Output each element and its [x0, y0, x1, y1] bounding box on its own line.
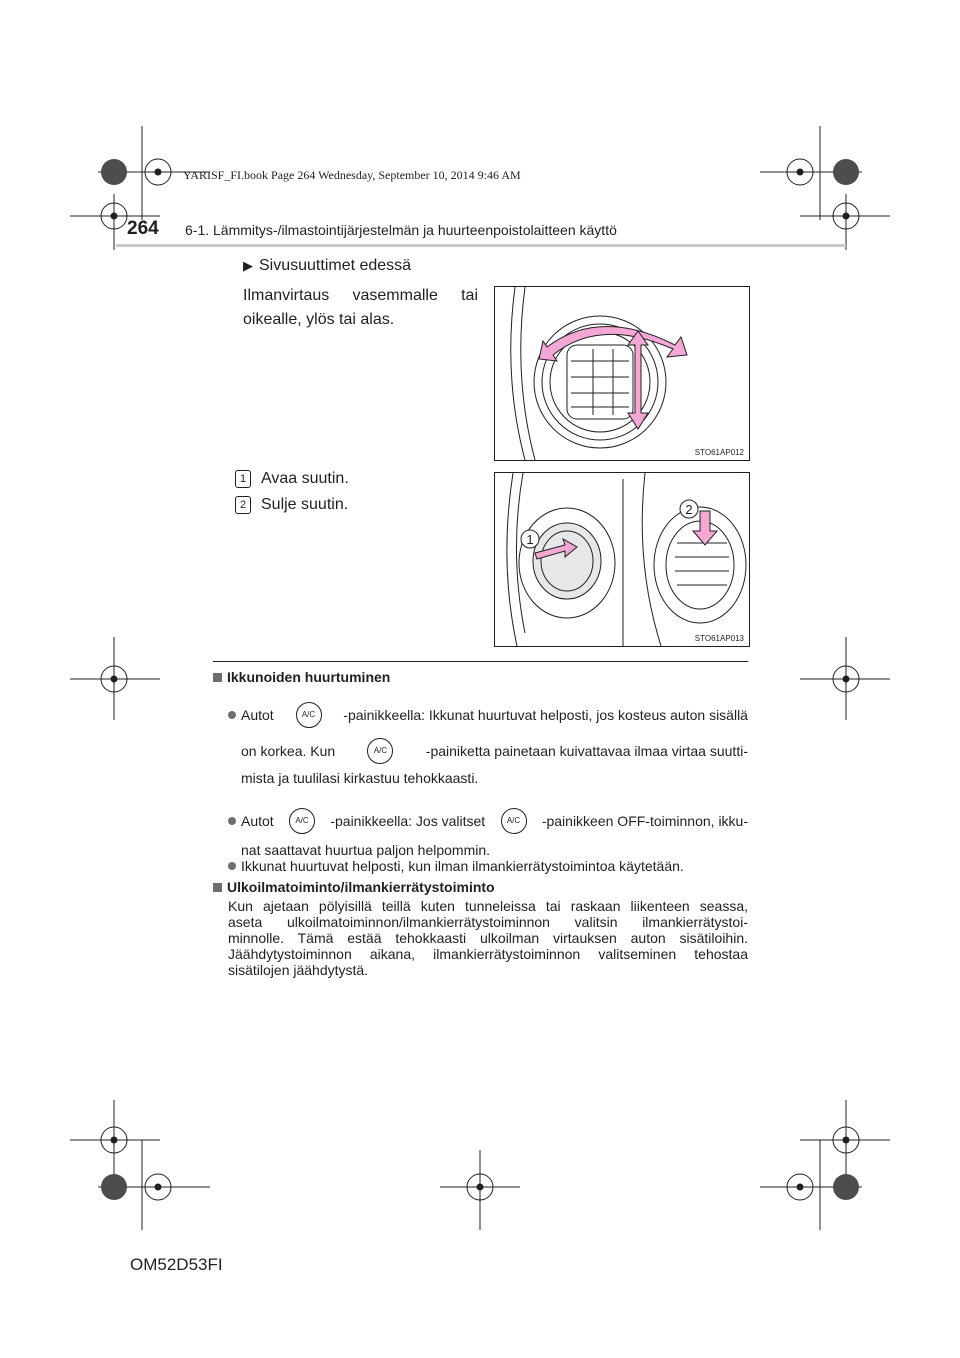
recirc-heading: [213, 879, 495, 895]
round-bullet-icon: [228, 862, 236, 870]
bullet1-text-c: on korkea. Kun: [241, 743, 336, 759]
bullet2-text-d: nat saattavat huurtua paljon helpommin.: [241, 842, 491, 858]
ac-button-icon: A/C: [501, 808, 527, 834]
footer-code: OM52D53FI: [130, 1255, 223, 1274]
fogging-heading: [213, 669, 390, 685]
section-title: 6-1. Lämmitys-/ilmastointijärjestelmän ja huurteenpoistolaitteen käyttö: [185, 222, 617, 238]
bullet2-text-c: -painikkeen OFF-toiminnon, ikku-: [541, 813, 748, 829]
round-bullet-icon: [228, 817, 236, 825]
vent-direction-figure: [494, 286, 750, 461]
recirc-line-4: Jäähdytystoiminnon aikana, ilmankierrätystoiminnon valitseminen tehostaa: [228, 946, 748, 962]
callout-2: 2: [685, 502, 693, 517]
bullet1-text-a: Autot: [241, 707, 274, 723]
fogging-heading-text: Ikkunoiden huurtuminen: [227, 669, 391, 685]
bullet2-text-b: -painikkeella: Jos valitset: [330, 813, 486, 829]
section-separator: [213, 661, 748, 662]
bullet2-text-a: Autot: [241, 813, 274, 829]
close-vent-item: [235, 496, 348, 514]
figure-code-2: STO61AP013: [694, 634, 744, 643]
number-1-badge: 1: [235, 470, 251, 488]
triangle-bullet-icon: ▶: [243, 258, 253, 273]
close-vent-text: Sulje suutin.: [261, 496, 349, 513]
recirc-line-3: minnolle. Tämä estää tehokkaasti ulkoilman virtauksen auton sisätiloihin.: [228, 930, 748, 946]
figure-code-1: STO61AP012: [694, 448, 744, 457]
side-vents-heading-text: Sivusuuttimet edessä: [259, 257, 412, 274]
ac-button-icon: A/C: [296, 702, 322, 728]
recirc-line-1: Kun ajetaan pölyisillä teillä kuten tunneleissa tai raskaan liikenteen seassa,: [228, 898, 748, 914]
callout-1: 1: [526, 532, 534, 547]
vent-open-close-figure: [494, 472, 750, 647]
number-2-badge: 2: [235, 496, 251, 514]
side-vents-description: Ilmanvirtaus vasemmalle tai oikealle, ylös tai alas.: [243, 287, 478, 328]
recirc-paragraph: [228, 898, 748, 978]
vent-open-close-illustration: [495, 473, 749, 646]
bullet1-text-e: mista ja tuulilasi kirkastuu tehokkaasti.: [241, 770, 479, 786]
bullet3-text: Ikkunat huurtuvat helposti, kun ilman ilmankierrätystoimintoa käytetään.: [241, 858, 684, 874]
recirc-heading-text: Ulkoilmatoiminto/ilmankierrätystoiminto: [227, 879, 495, 895]
open-vent-item: [235, 470, 349, 488]
fogging-bullet-3: [228, 858, 684, 874]
bullet1-text-b: -painikkeella: Ikkunat huurtuvat helposti, jos kosteus auton sisällä: [343, 707, 748, 723]
ac-button-icon: A/C: [367, 738, 393, 764]
recirc-line-5: sisätilojen jäähdytystä.: [228, 962, 369, 978]
ac-button-icon: A/C: [289, 808, 315, 834]
bullet1-text-d: -painiketta painetaan kuivattavaa ilmaa virtaa suutti-: [425, 743, 748, 759]
square-bullet-icon: [213, 673, 222, 682]
square-bullet-icon: [213, 883, 222, 892]
fogging-bullet-1: [228, 698, 748, 788]
side-vents-heading: [243, 257, 411, 275]
fogging-bullet-2: [228, 804, 748, 858]
round-bullet-icon: [228, 711, 236, 719]
page-number: 264: [127, 218, 159, 239]
open-vent-text: Avaa suutin.: [261, 470, 349, 487]
recirc-line-2: aseta ulkoilmatoiminnon/ilmankierrätystoiminnon valitsin ilmankierrätystoi-: [228, 914, 748, 930]
vent-direction-illustration: [495, 287, 749, 460]
book-header: YARISF_FI.book Page 264 Wednesday, September 10, 2014 9:46 AM: [183, 168, 521, 182]
header-rule: [116, 244, 846, 247]
